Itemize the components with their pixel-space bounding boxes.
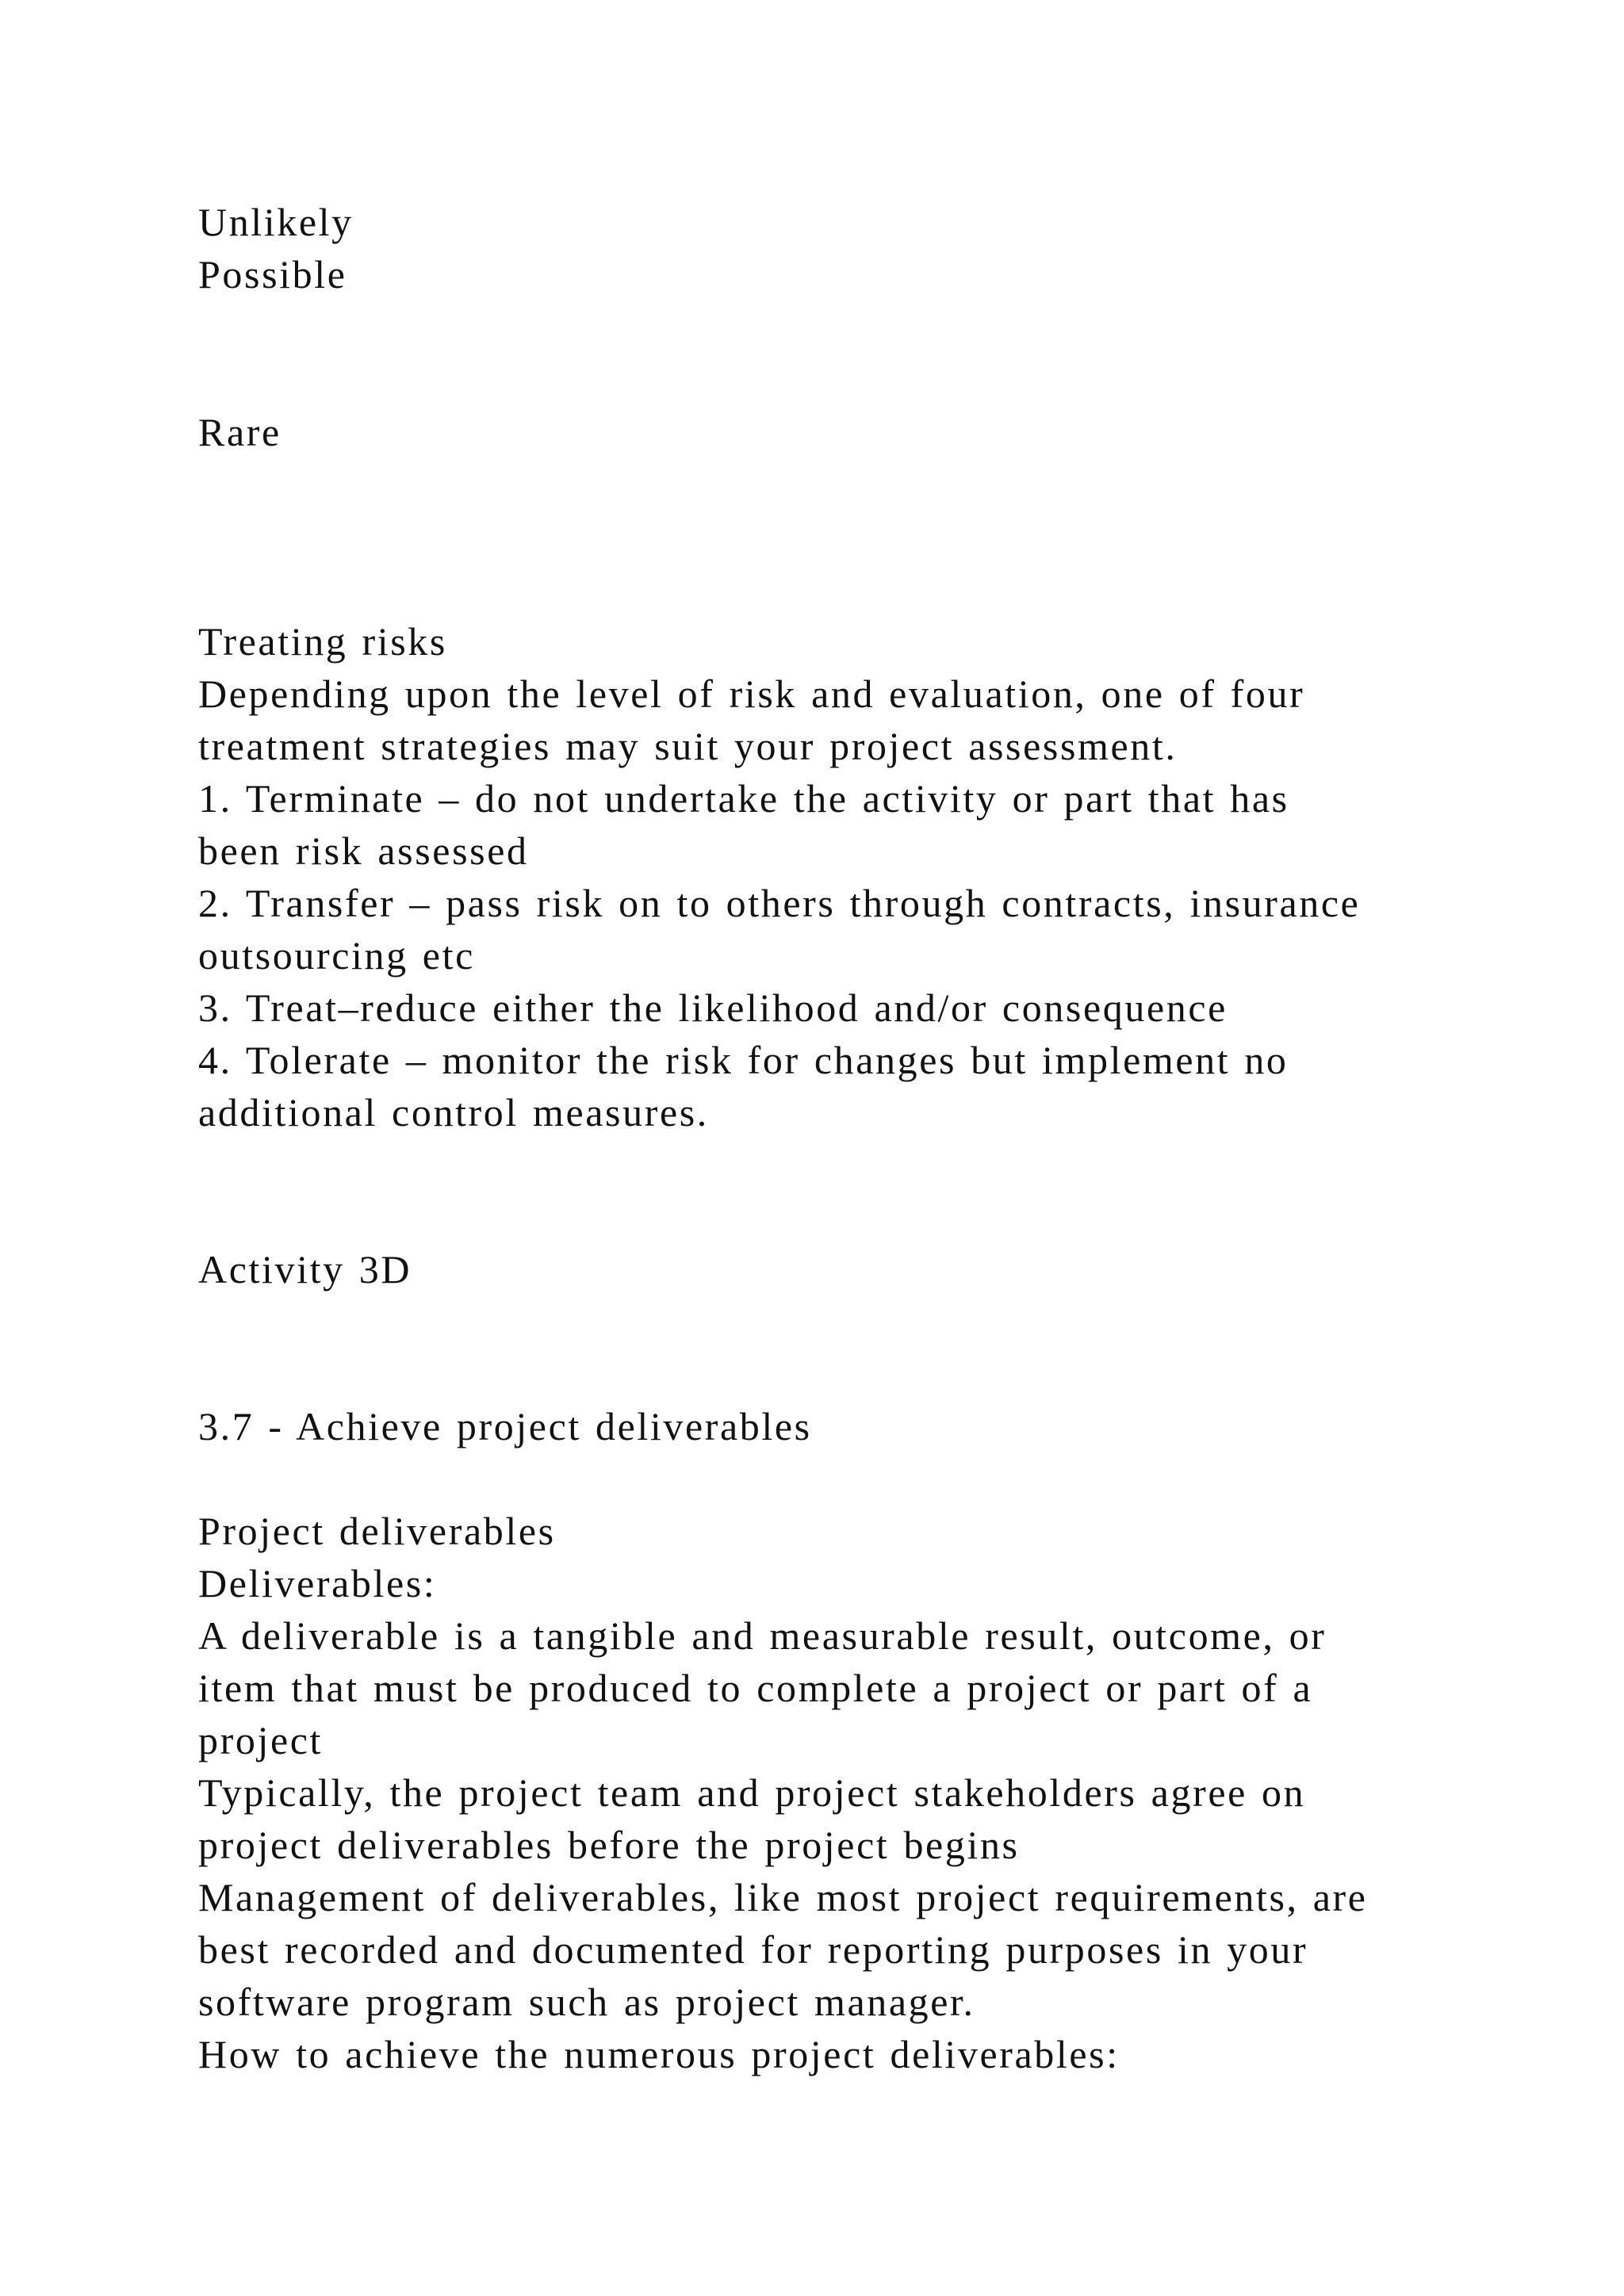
deliverables-subheading: Deliverables: (198, 1561, 437, 1605)
deliverables-paragraph-line: Typically, the project team and project stakeholders agree on (198, 1770, 1306, 1815)
treatment-item-transfer-cont: outsourcing etc (198, 933, 475, 978)
section-title: 3.7 - Achieve project deliverables (198, 1404, 812, 1448)
deliverables-paragraph-line: A deliverable is a tangible and measurable result, outcome, or (198, 1613, 1327, 1658)
deliverables-paragraph-line: item that must be produced to complete a project or part of a (198, 1666, 1313, 1710)
treating-risks-heading: Treating risks (198, 619, 447, 664)
treatment-item-tolerate-cont: additional control measures. (198, 1090, 709, 1135)
treatment-item-terminate: 1. Terminate – do not undertake the activity or part that has (198, 776, 1289, 821)
treatment-item-treat: 3. Treat–reduce either the likelihood and/or consequence (198, 985, 1228, 1030)
treatment-item-transfer: 2. Transfer – pass risk on to others through contracts, insurance (198, 881, 1361, 925)
deliverables-paragraph-line: project deliverables before the project begins (198, 1823, 1020, 1867)
deliverables-paragraph-line: How to achieve the numerous project deliverables: (198, 2032, 1120, 2076)
deliverables-paragraph-line: software program such as project manager. (198, 1980, 975, 2024)
label-rare: Rare (198, 410, 282, 454)
treating-risks-intro-line: Depending upon the level of risk and evaluation, one of four (198, 672, 1305, 716)
label-possible: Possible (198, 252, 347, 297)
treatment-item-tolerate: 4. Tolerate – monitor the risk for changes but implement no (198, 1038, 1289, 1082)
deliverables-paragraph-line: best recorded and documented for reporting purposes in your (198, 1927, 1308, 1972)
treating-risks-intro-line: treatment strategies may suit your project assessment. (198, 724, 1178, 768)
deliverables-paragraph-line: project (198, 1718, 324, 1762)
treatment-item-terminate-cont: been risk assessed (198, 828, 529, 873)
deliverables-paragraph-line: Management of deliverables, like most project requirements, are (198, 1875, 1368, 1919)
label-unlikely: Unlikely (198, 200, 354, 244)
deliverables-heading: Project deliverables (198, 1509, 556, 1553)
activity-label: Activity 3D (198, 1247, 412, 1292)
